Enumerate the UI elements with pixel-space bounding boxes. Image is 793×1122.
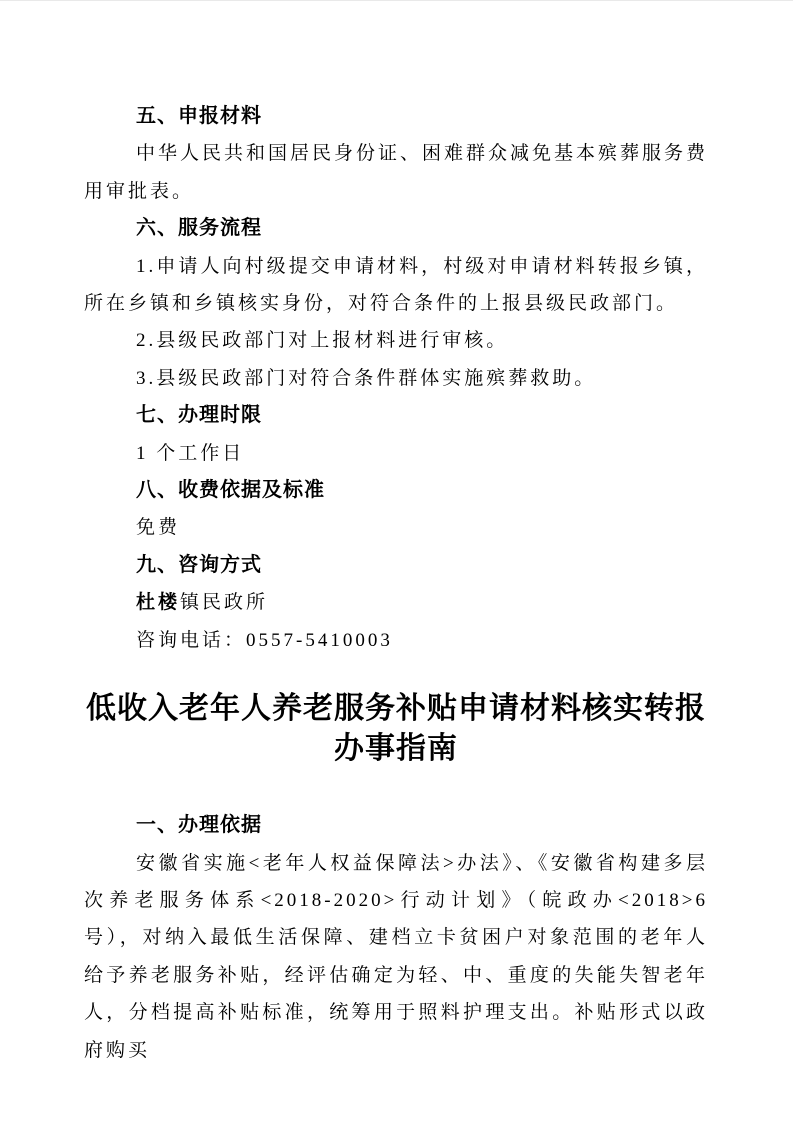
office-name-rest: 镇民政所 <box>180 592 269 614</box>
document-content <box>84 98 708 1069</box>
section-9-heading: 九、咨询方式 <box>136 553 262 576</box>
section-5-body: 中华人民共和国居民身份证、困难群众减免基本殡葬服务费用审批表。 <box>84 143 709 202</box>
phone-line: 咨询电话：0557-5410003 <box>136 629 393 651</box>
guide-title-line-1: 低收入老年人养老服务补贴申请材料核实转报 <box>86 692 706 726</box>
section-7-heading: 七、办理时限 <box>136 404 262 427</box>
guide-title-line-2: 办事指南 <box>334 732 458 766</box>
section-6-step-3: 3.县级民政部门对符合条件群体实施殡葬救助。 <box>136 367 597 389</box>
office-name-bold: 杜楼 <box>136 592 181 614</box>
section-6-step-1: 1.申请人向村级提交申请材料，村级对申请材料转报乡镇，所在乡镇和乡镇核实身份，对符合条件的上报县级民政部门。 <box>84 255 708 315</box>
section-1-heading: 一、办理依据 <box>136 814 262 837</box>
section-6-step-2: 2.县级民政部门对上报材料进行审核。 <box>136 330 509 352</box>
section-8-heading: 八、收费依据及标准 <box>136 479 325 502</box>
section-5-heading: 五、申报材料 <box>136 105 262 127</box>
section-7-value: 1 个工作日 <box>136 442 245 464</box>
section-8-value: 免费 <box>136 517 181 539</box>
guide-title <box>84 689 708 769</box>
office-name-line <box>84 584 708 621</box>
section-6-heading: 六、服务流程 <box>136 217 262 240</box>
section-1-body: 安徽省实施<老年人权益保障法>办法》、《安徽省构建多层次养老服务体系<2018-2020>行动计划》（皖政办<2018>6 号），对纳入最低生活保障、建档立卡贫困户对象范围的老年人给予养老服务补贴，经评估确定为轻、中、重度的失能失智老年人，分档提高补贴标准，统筹用于照料护理支出。补贴形式以政府购买 <box>84 852 708 1061</box>
